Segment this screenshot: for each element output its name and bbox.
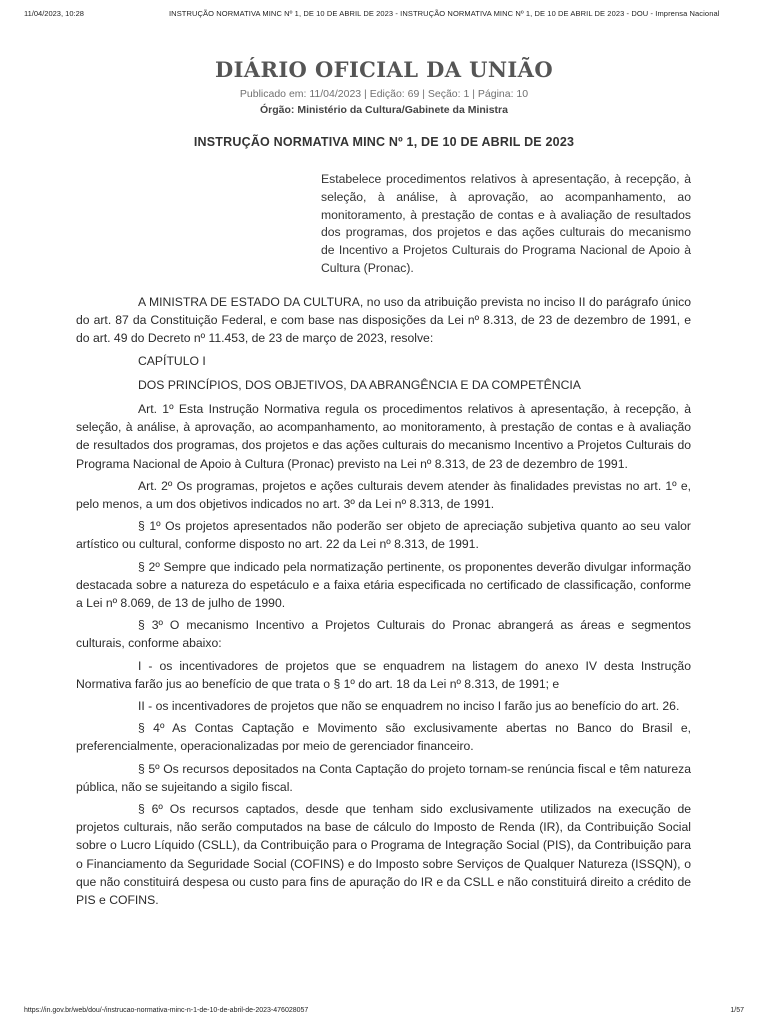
item-i: I - os incentivadores de projetos que se enquadrem na listagem do anexo IV desta Instrução Normativa farão jus ao benefício de que trata o § 1º do art. 18 da Lei nº 8.313, de 1991; e	[76, 658, 691, 691]
issuing-body-text: Órgão: Ministério da Cultura/Gabinete da Ministra	[260, 104, 508, 116]
preamble-paragraph: A MINISTRA DE ESTADO DA CULTURA, no uso da atribuição prevista no inciso II do parágrafo único do art. 87 da Constituição Federal, e com base nas disposições da Lei nº 8.313, de 23 de dezembro de 1991, e do art. 49 do Decreto nº 11.453, de 23 de março de 2023, resolve:	[76, 295, 691, 346]
chapter-heading: CAPÍTULO I	[138, 353, 206, 368]
item-ii: II - os incentivadores de projetos que não se enquadrem no inciso I farão jus ao benefício do art. 26.	[138, 699, 680, 714]
document-title: INSTRUÇÃO NORMATIVA MINC Nº 1, DE 10 DE ABRIL DE 2023	[193, 135, 575, 149]
paragraph-2: § 2º Sempre que indicado pela normatização pertinente, os proponentes deverão divulgar informação destacada sobre a natureza do espetáculo e a faixa etária especificada no certificado de classificação, conforme a Lei nº 8.069, de 13 de julho de 1990.	[76, 559, 691, 611]
publication-meta: Publicado em: 11/04/2023 | Edição: 69 | Seção: 1 | Página: 10	[239, 88, 529, 100]
print-page-title: INSTRUÇÃO NORMATIVA MINC Nº 1, DE 10 DE ABRIL DE 2023 - INSTRUÇÃO NORMATIVA MINC Nº 1, DE 10 DE ABRIL DE 2023 - DOU - Imprensa Nacional	[169, 9, 720, 18]
paragraph-4: § 4º As Contas Captação e Movimento são exclusivamente abertas no Banco do Brasil e, preferencialmente, operacionalizadas por meio de gerenciador financeiro.	[76, 721, 691, 754]
print-footer	[24, 1007, 744, 1017]
paragraph-5: § 5º Os recursos depositados na Conta Captação do projeto tornam-se renúncia fiscal e têm natureza pública, não se sujeitando a sigilo fiscal.	[76, 761, 691, 794]
paragraph-6: § 6º Os recursos captados, desde que tenham sido exclusivamente utilizados na execução de projetos culturais, não serão computados na base de cálculo do Imposto de Renda (IR), da Contribuição Social sobre o Lucro Líquido (CSLL), da Contribuição para o Programa de Integração Social (PIS), da Contribuição para o Financiamento da Seguridade Social (COFINS) e do Imposto sobre Serviços de Qualquer Natureza (ISSQN), o que não constituirá despesa ou custo para fins de apuração do IR e da CSLL e não constituirá direito a crédito de PIS e COFINS.	[76, 802, 691, 908]
page-number: 1/57	[730, 1007, 744, 1014]
document-body	[76, 293, 691, 913]
paragraph-3: § 3º O mecanismo Incentivo a Projetos Culturais do Pronac abrangerá as áreas e segmentos culturais, conforme abaixo:	[76, 618, 691, 651]
ementa: Estabelece procedimentos relativos à apresentação, à recepção, à seleção, à análise, à aprovação, ao acompanhamento, ao monitoramento, à prestação de contas e à avaliação de resultados dos programas, dos projetos e das ações culturais do mecanismo de Incentivo a Projetos Culturais do Programa Nacional de Apoio à Cultura (Pronac).	[321, 172, 691, 275]
source-url-link[interactable]: https://in.gov.br/web/dou/-/instrucao-normativa-minc-n-1-de-10-de-abril-de-2023-476028057	[24, 1007, 309, 1014]
issuing-body	[0, 104, 768, 116]
print-header	[24, 9, 744, 21]
chapter-title: DOS PRINCÍPIOS, DOS OBJETIVOS, DA ABRANGÊNCIA E DA COMPETÊNCIA	[138, 377, 581, 392]
paragraph-1: § 1º Os projetos apresentados não poderão ser objeto de apreciação subjetiva quanto ao seu valor artístico ou cultural, conforme disposto no art. 22 da Lei nº 8.313, de 1991.	[76, 519, 691, 552]
newspaper-title: DIÁRIO OFICIAL DA UNIÃO	[214, 57, 554, 82]
masthead	[0, 57, 768, 116]
article-1: Art. 1º Esta Instrução Normativa regula os procedimentos relativos à apresentação, à recepção, à seleção, à análise, à aprovação, ao acompanhamento, ao monitoramento, à prestação de contas e à avaliação de resultados dos programas, dos projetos e das ações culturais do mecanismo Incentivo a Projetos Culturais do Programa Nacional de Apoio à Cultura (Pronac) previsto na Lei nº 8.313, de 23 de dezembro de 1991.	[76, 402, 691, 471]
print-datetime: 11/04/2023, 10:28	[24, 9, 84, 18]
article-2: Art. 2º Os programas, projetos e ações culturais devem atender às finalidades previstas no art. 1º e, pelo menos, a um dos objetivos indicados no art. 3º da Lei nº 8.313, de 1991.	[76, 478, 691, 512]
